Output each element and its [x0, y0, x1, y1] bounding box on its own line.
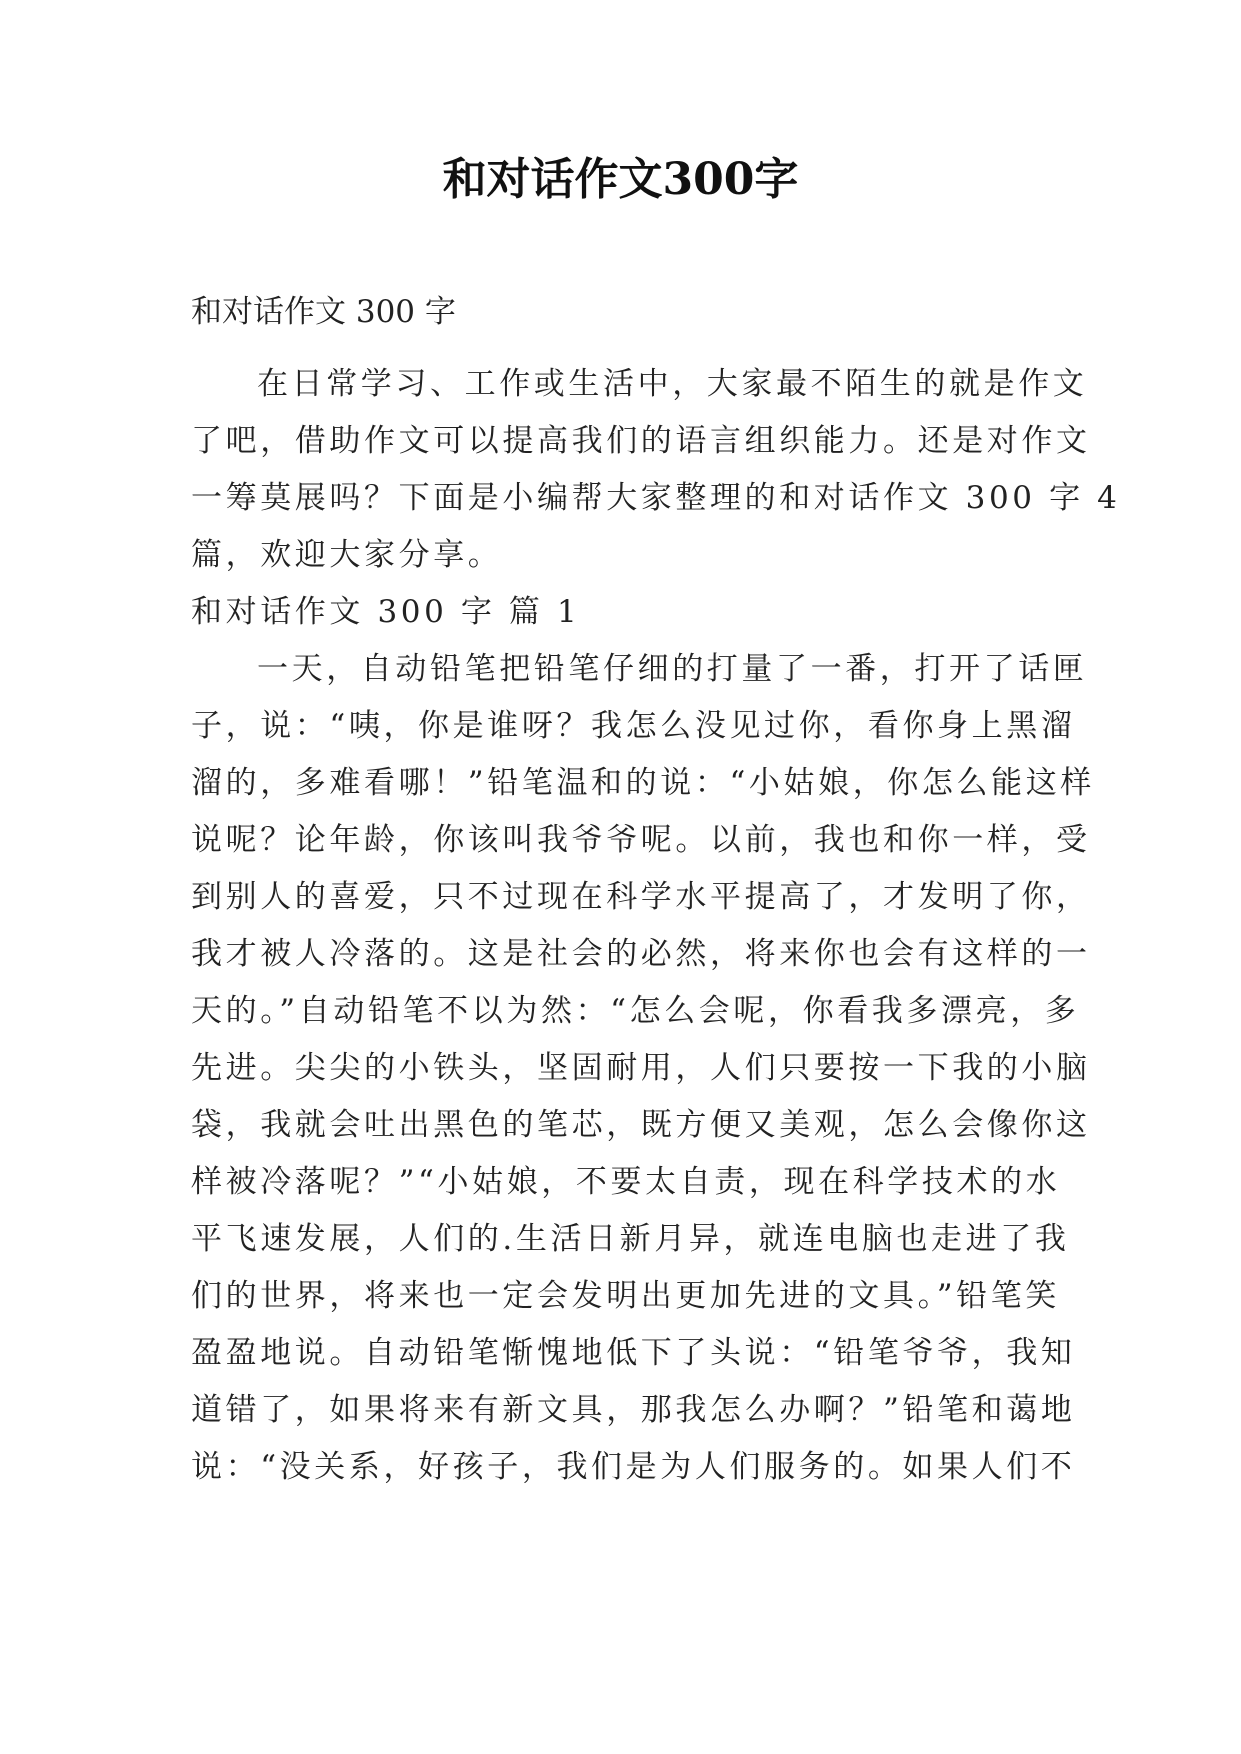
body-line: 道错了，如果将来有新文具，那我怎么办啊？”铅笔和蔼地	[191, 1392, 1076, 1428]
body-line: 到别人的喜爱，只不过现在科学水平提高了，才发明了你，	[191, 879, 1091, 915]
intro-line: 在日常学习、工作或生活中，大家最不陌生的就是作文	[257, 366, 1088, 402]
body-line: 一天，自动铅笔把铅笔仔细的打量了一番，打开了话匣	[257, 651, 1088, 687]
body-paragraph	[191, 641, 1095, 1496]
body-line: 溜的，多难看哪！”铅笔温和的说：“小姑娘，你怎么能这样	[191, 765, 1095, 801]
body-line: 天的。”自动铅笔不以为然：“怎么会呢，你看我多漂亮，多	[191, 993, 1080, 1029]
document-title: 和对话作文300字	[442, 154, 799, 205]
intro-line: 一筹莫展吗？下面是小编帮大家整理的和对话作文 300 字 4	[191, 480, 1121, 516]
intro-paragraph	[191, 356, 1121, 641]
intro-line: 篇，欢迎大家分享。	[191, 537, 503, 573]
body-line: 盈盈地说。自动铅笔惭愧地低下了头说：“铅笔爷爷，我知	[191, 1335, 1076, 1371]
body-line: 们的世界，将来也一定会发明出更加先进的文具。”铅笔笑	[191, 1278, 1060, 1314]
body-line: 样被冷落呢？”“小姑娘，不要太自责，现在科学技术的水	[191, 1164, 1061, 1200]
body-line: 平飞速发展，人们的.生活日新月异，就连电脑也走进了我	[191, 1221, 1070, 1257]
body-line: 说：“没关系，好孩子，我们是为人们服务的。如果人们不	[191, 1449, 1076, 1485]
body-line: 袋，我就会吐出黑色的笔芯，既方便又美观，怎么会像你这	[191, 1107, 1091, 1143]
body-line: 说呢？论年龄，你该叫我爷爷呢。以前，我也和你一样，受	[191, 822, 1091, 858]
document-subtitle: 和对话作文 300 字	[191, 294, 456, 330]
section-heading: 和对话作文 300 字 篇 1	[191, 594, 581, 630]
body-line: 我才被人冷落的。这是社会的必然，将来你也会有这样的一	[191, 936, 1091, 972]
intro-line: 了吧，借助作文可以提高我们的语言组织能力。还是对作文	[191, 423, 1091, 459]
body-line: 先进。尖尖的小铁头，坚固耐用，人们只要按一下我的小脑	[191, 1050, 1091, 1086]
body-line: 子，说：“咦，你是谁呀？我怎么没见过你，看你身上黑溜	[191, 708, 1076, 744]
